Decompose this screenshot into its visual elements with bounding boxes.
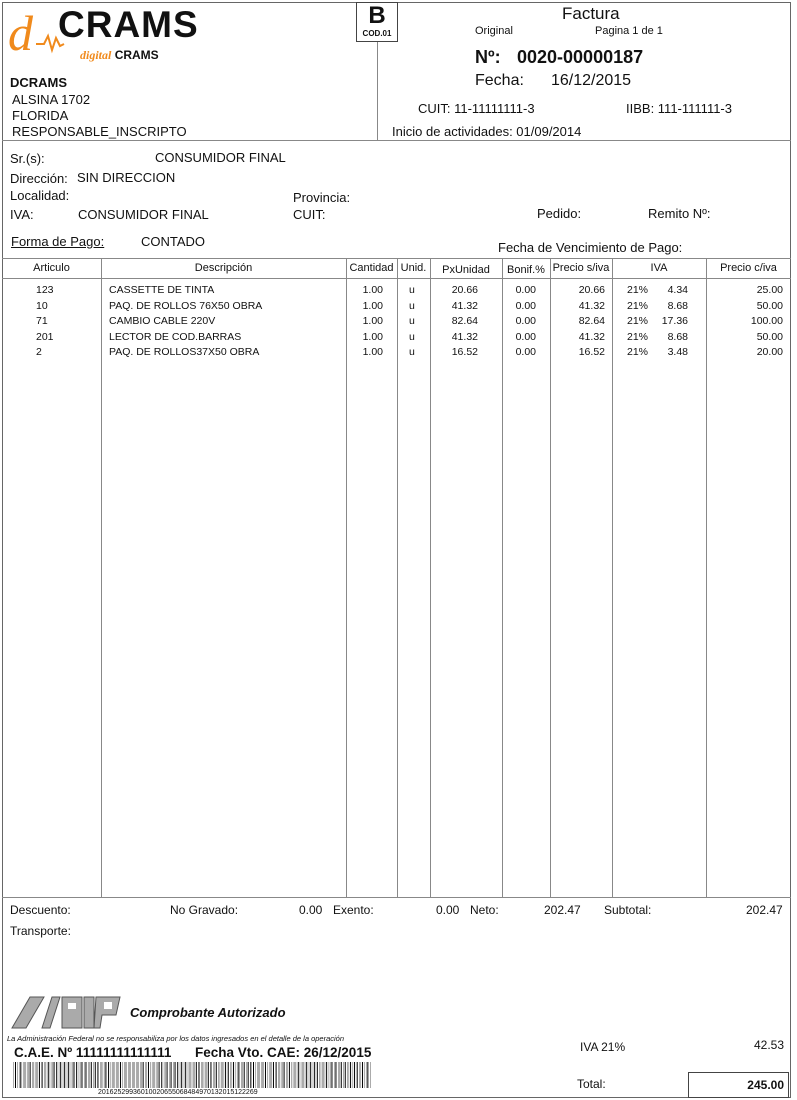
row-precio-siva: 20.66: [578, 284, 605, 296]
issuer-cuit: CUIT: 11-11111111-3: [418, 101, 535, 116]
row-unidad: u: [409, 299, 415, 312]
customer-sr-value: CONSUMIDOR FINAL: [155, 150, 286, 165]
barcode-bar: [105, 1062, 106, 1088]
afip-logo-graphic: [10, 995, 122, 1029]
barcode-bar: [148, 1062, 149, 1088]
barcode-bar: [273, 1062, 274, 1088]
barcode-bar: [15, 1062, 16, 1088]
row-precio-siva: 41.32: [578, 330, 605, 343]
row-descripcion: PAQ. DE ROLLOS37X50 OBRA: [109, 346, 260, 358]
barcode-bar: [233, 1062, 234, 1088]
barcode-bar: [317, 1062, 318, 1088]
row-pxunidad: 41.32: [451, 330, 478, 343]
total-box: [688, 1072, 789, 1098]
row-precio-civa: 100.00: [750, 315, 783, 327]
copy-label: Original: [475, 25, 513, 37]
transporte-label: Transporte:: [10, 924, 71, 938]
row-pxunidad: 41.32: [451, 299, 478, 312]
barcode-bar: [208, 1062, 209, 1088]
row-precio-siva: 82.64: [578, 315, 605, 327]
total-value: 245.00: [747, 1078, 784, 1092]
row-unidad: u: [409, 284, 415, 296]
issuer-tax-condition: RESPONSABLE_INSCRIPTO: [12, 124, 187, 139]
row-iva-amount: 8.68: [667, 330, 688, 343]
pedido-label: Pedido:: [537, 206, 582, 221]
row-unidad: u: [409, 346, 415, 358]
barcode-bar: [97, 1062, 98, 1088]
barcode-bar: [54, 1062, 55, 1088]
neto-value: 202.47: [544, 903, 581, 917]
barcode-bar: [91, 1062, 92, 1088]
barcode-bar: [167, 1062, 168, 1088]
company-logo: [8, 6, 198, 66]
cae-expiry: Fecha Vto. CAE: 26/12/2015: [195, 1045, 372, 1060]
no-gravado-value: 0.00: [299, 903, 323, 917]
iva21-value: 42.53: [754, 1038, 785, 1052]
barcode-bar: [120, 1062, 121, 1088]
customer-dir-value: SIN DIRECCION: [77, 170, 176, 185]
row-unidad: u: [409, 330, 415, 343]
barcode-bar: [350, 1062, 351, 1088]
invoice-letter: B: [368, 2, 386, 29]
barcode-bar: [354, 1062, 355, 1088]
invoice-date: 16/12/2015: [551, 72, 632, 89]
customer-dir-label: Dirección:: [10, 171, 68, 186]
row-cantidad: 1.00: [362, 284, 383, 296]
row-descripcion: LECTOR DE COD.BARRAS: [109, 330, 242, 343]
col-header-precio-civa: Precio c/iva: [720, 262, 777, 274]
barcode-bar: [345, 1062, 346, 1088]
logo-subtitle: [80, 48, 159, 63]
row-cantidad: 1.00: [362, 346, 383, 358]
no-gravado-label: No Gravado:: [170, 903, 239, 917]
barcode-bar: [85, 1062, 86, 1088]
payment-method-value: CONTADO: [141, 234, 206, 249]
barcode-bar: [335, 1062, 336, 1088]
cae-barcode: [11, 1062, 374, 1088]
comprobante-autorizado: Comprobante Autorizado: [130, 1005, 286, 1020]
barcode-bar: [298, 1062, 299, 1088]
neto-label: Neto:: [470, 903, 499, 917]
col-header-bonif: Bonif.%: [507, 264, 545, 276]
row-precio-civa: 50.00: [756, 299, 783, 312]
row-articulo: 123: [36, 284, 54, 296]
row-precio-civa: 50.00: [756, 330, 783, 343]
row-iva-amount: 8.68: [667, 299, 688, 312]
barcode-bar: [30, 1062, 31, 1088]
barcode-bar: [310, 1062, 311, 1088]
logo-sub-script: digital: [80, 48, 112, 62]
row-iva-pct: 21%: [627, 299, 649, 312]
row-iva-amount: 3.48: [667, 346, 688, 358]
barcode-bar: [357, 1062, 358, 1088]
table-row: [0, 346, 789, 362]
row-bonif: 0.00: [515, 330, 536, 343]
invoice-cod: COD.01: [362, 29, 392, 38]
barcode-bar: [42, 1062, 43, 1088]
barcode-bar: [225, 1062, 226, 1088]
total-label: Total:: [577, 1077, 606, 1091]
table-row: [0, 315, 789, 331]
iva21-label: IVA 21%: [580, 1040, 626, 1054]
logo-main-text: CRAMS: [58, 4, 199, 45]
row-articulo: 10: [36, 299, 48, 312]
barcode-bar: [20, 1062, 21, 1088]
col-header-precio-siva: Precio s/iva: [552, 262, 610, 274]
barcode-bar: [177, 1062, 178, 1088]
row-iva-pct: 21%: [627, 284, 649, 296]
logo-sub-bold: CRAMS: [114, 48, 159, 62]
row-descripcion: CASSETTE DE TINTA: [109, 284, 215, 296]
barcode-bar: [228, 1062, 229, 1088]
barcode-bar: [181, 1062, 182, 1088]
row-pxunidad: 20.66: [451, 284, 478, 296]
barcode-bar: [216, 1062, 217, 1088]
col-header-unidad: Unid.: [400, 262, 427, 274]
barcode-bar: [362, 1062, 363, 1088]
invoice-number-label: Nº:: [475, 47, 501, 67]
invoice-number: 0020-00000187: [517, 47, 644, 67]
row-bonif: 0.00: [515, 299, 536, 312]
row-articulo: 201: [36, 330, 54, 343]
payment-method-label: Forma de Pago:: [11, 234, 105, 249]
issuer-iibb: IIBB: 111-111111-3: [626, 101, 732, 116]
barcode-bar: [95, 1062, 96, 1088]
barcode-bar: [143, 1062, 144, 1088]
barcode-bar: [210, 1062, 211, 1088]
barcode-bar: [341, 1062, 342, 1088]
barcode-bar: [276, 1062, 277, 1088]
customer-sr-label: Sr.(s):: [10, 151, 45, 166]
barcode-bar: [56, 1062, 57, 1088]
row-precio-civa: 25.00: [756, 284, 783, 296]
table-bottom-line: [2, 897, 791, 898]
barcode-number: 20162529936010020655068484970132015122269: [98, 1089, 258, 1096]
row-precio-siva: 16.52: [578, 346, 605, 358]
barcode-bar: [76, 1062, 77, 1088]
cae-number: C.A.E. Nº 11111111111111: [14, 1045, 172, 1060]
row-bonif: 0.00: [515, 284, 536, 296]
afip-disclaimer: La Administración Federal no se responsabiliza por los datos ingresados en el detalle de la operación: [7, 1034, 345, 1043]
customer-loc-label: Localidad:: [10, 188, 70, 203]
row-descripcion: CAMBIO CABLE 220V: [109, 315, 216, 327]
doc-type: Factura: [562, 4, 620, 23]
row-pxunidad: 16.52: [451, 346, 478, 358]
barcode-bar: [198, 1062, 199, 1088]
barcode-bar: [161, 1062, 162, 1088]
barcode-bar: [250, 1062, 251, 1088]
barcode-bar: [48, 1062, 49, 1088]
barcode-bar: [367, 1062, 368, 1088]
barcode-bar: [253, 1062, 254, 1088]
row-iva-pct: 21%: [627, 346, 649, 358]
barcode-bar: [284, 1062, 285, 1088]
barcode-bar: [159, 1062, 160, 1088]
barcode-bar: [108, 1062, 109, 1088]
remito-label: Remito Nº:: [648, 206, 711, 221]
row-precio-siva: 41.32: [578, 299, 605, 312]
barcode-bar: [265, 1062, 266, 1088]
row-articulo: 2: [36, 346, 42, 358]
exento-label: Exento:: [333, 903, 374, 917]
row-cantidad: 1.00: [362, 299, 383, 312]
barcode-bar: [248, 1062, 249, 1088]
barcode-bar: [64, 1062, 65, 1088]
afip-logo: [10, 995, 122, 1029]
barcode-bar: [171, 1062, 172, 1088]
barcode-bar: [81, 1062, 82, 1088]
barcode-bar: [196, 1062, 197, 1088]
barcode-bar: [306, 1062, 307, 1088]
barcode-bar: [68, 1062, 69, 1088]
col-header-pxunidad: PxUnidad: [442, 264, 490, 276]
col-header-iva: IVA: [650, 262, 668, 274]
due-date-label: Fecha de Vencimiento de Pago:: [498, 240, 683, 255]
row-iva-amount: 4.34: [667, 284, 688, 296]
customer-iva-value: CONSUMIDOR FINAL: [78, 207, 209, 222]
issuer-city: FLORIDA: [12, 108, 69, 123]
subtotal-label: Subtotal:: [604, 903, 652, 917]
logo-d-glyph: d: [8, 6, 33, 61]
activity-start: Inicio de actividades: 01/09/2014: [392, 124, 582, 139]
row-precio-civa: 20.00: [756, 346, 783, 358]
barcode-bar: [326, 1062, 327, 1088]
customer-prov-label: Provincia:: [293, 190, 351, 205]
row-bonif: 0.00: [515, 346, 536, 358]
exento-value: 0.00: [436, 903, 460, 917]
table-row: [0, 331, 789, 347]
issuer-name: DCRAMS: [10, 75, 68, 90]
customer-cuit-label: CUIT:: [293, 207, 326, 222]
row-iva-pct: 21%: [627, 330, 649, 343]
customer-iva-label: IVA:: [10, 207, 34, 222]
invoice-letter-box: [356, 2, 398, 42]
row-bonif: 0.00: [515, 315, 536, 327]
header-divider: [2, 140, 791, 141]
discount-label: Descuento:: [10, 903, 71, 917]
table-row: [0, 300, 789, 316]
table-row: [0, 284, 789, 300]
barcode-bar: [60, 1062, 61, 1088]
barcode-bar: [238, 1062, 239, 1088]
col-header-cantidad: Cantidad: [349, 262, 394, 274]
row-cantidad: 1.00: [362, 315, 383, 327]
barcode-bar: [314, 1062, 315, 1088]
barcode-bar: [73, 1062, 74, 1088]
row-iva-pct: 21%: [627, 315, 649, 327]
row-articulo: 71: [36, 315, 48, 327]
issuer-address: ALSINA 1702: [12, 92, 91, 107]
invoice-date-label: Fecha:: [475, 72, 524, 89]
col-header-descripcion: Descripción: [194, 262, 253, 274]
row-iva-amount: 17.36: [661, 315, 688, 327]
col-header-articulo: Articulo: [33, 262, 70, 274]
header-center-divider: [377, 42, 378, 140]
row-cantidad: 1.00: [362, 330, 383, 343]
row-descripcion: PAQ. DE ROLLOS 76X50 OBRA: [109, 299, 263, 312]
barcode-bar: [244, 1062, 245, 1088]
barcode-bar: [175, 1062, 176, 1088]
row-pxunidad: 82.64: [451, 315, 478, 327]
barcode-bar: [185, 1062, 186, 1088]
barcode-bar: [39, 1062, 40, 1088]
page-indicator: Pagina 1 de 1: [595, 25, 663, 37]
barcode-bar: [331, 1062, 332, 1088]
subtotal-value: 202.47: [746, 903, 783, 917]
row-unidad: u: [409, 315, 415, 327]
barcode-bar: [289, 1062, 290, 1088]
